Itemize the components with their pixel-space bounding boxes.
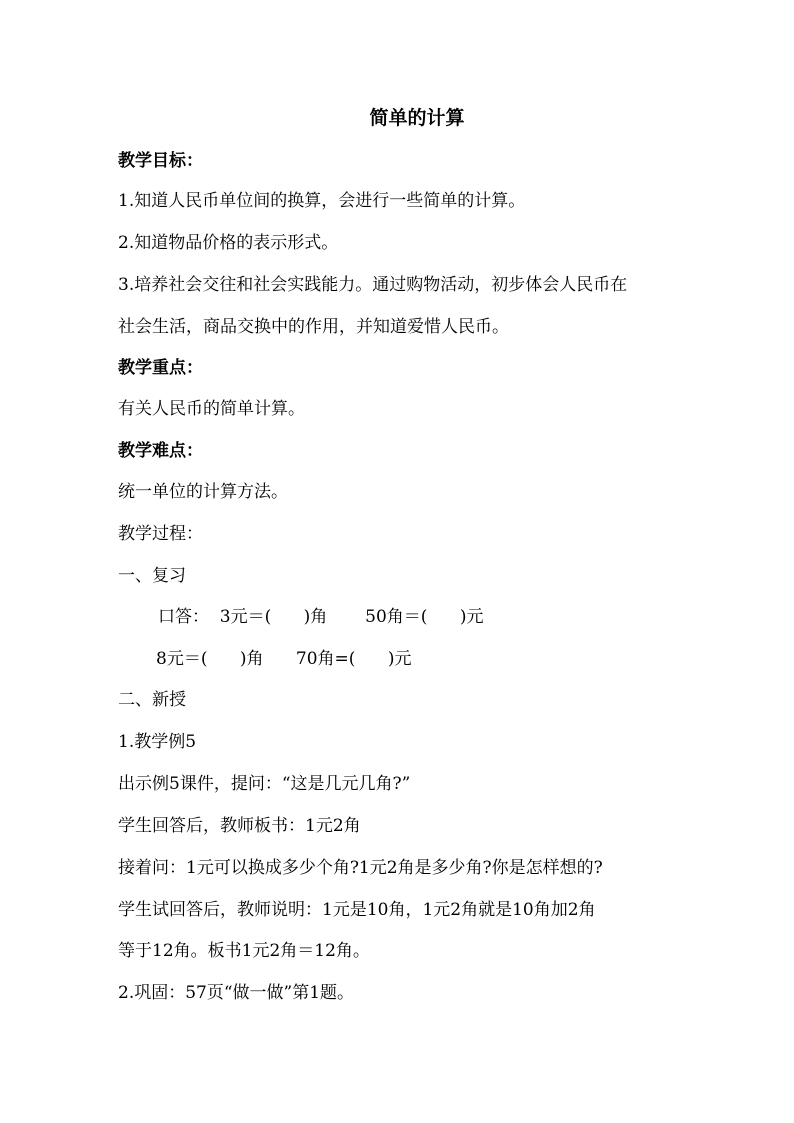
document-title: 简单的计算 [369,107,465,129]
step-2-line: 2.巩固：57页“做一做”第1题。 [118,983,355,1003]
step-1-line-e: 等于12角。板书1元2角＝12角。 [118,941,370,961]
review-question-line-2: 8元＝( )角 70角=( )元 [156,649,412,669]
objectives-heading: 教学目标： [118,151,203,171]
key-points-text: 有关人民币的简单计算。 [118,399,305,419]
process-heading: 教学过程： [118,524,203,544]
step-1-line-a: 出示例5课件，提问：“这是几元几角?” [118,774,411,794]
review-question-line-1: 口答： 3元＝( )角 50角＝( )元 [158,607,484,627]
objective-2: 2.知道物品价格的表示形式。 [118,233,339,253]
objective-1: 1.知道人民币单位间的换算，会进行一些简单的计算。 [118,191,526,211]
step-1-line-b: 学生回答后，教师板书：1元2角 [118,816,361,836]
difficulty-text: 统一单位的计算方法。 [118,482,288,502]
step-1-line-c: 接着问：1元可以换成多少个角?1元2角是多少角?你是怎样想的? [118,858,603,878]
step-1-heading: 1.教学例5 [118,732,197,752]
objective-3-line-1: 3.培养社会交往和社会实践能力。通过购物活动，初步体会人民币在 [118,275,628,295]
step-1-line-d: 学生试回答后，教师说明：1元是10角，1元2角就是10角加2角 [118,900,596,920]
difficulty-heading: 教学难点： [118,441,203,461]
key-points-heading: 教学重点： [118,358,203,378]
section-review-heading: 一、复习 [118,566,186,586]
objective-3-line-2: 社会生活，商品交换中的作用，并知道爱惜人民币。 [118,317,509,337]
section-new-heading: 二、新授 [118,690,186,710]
